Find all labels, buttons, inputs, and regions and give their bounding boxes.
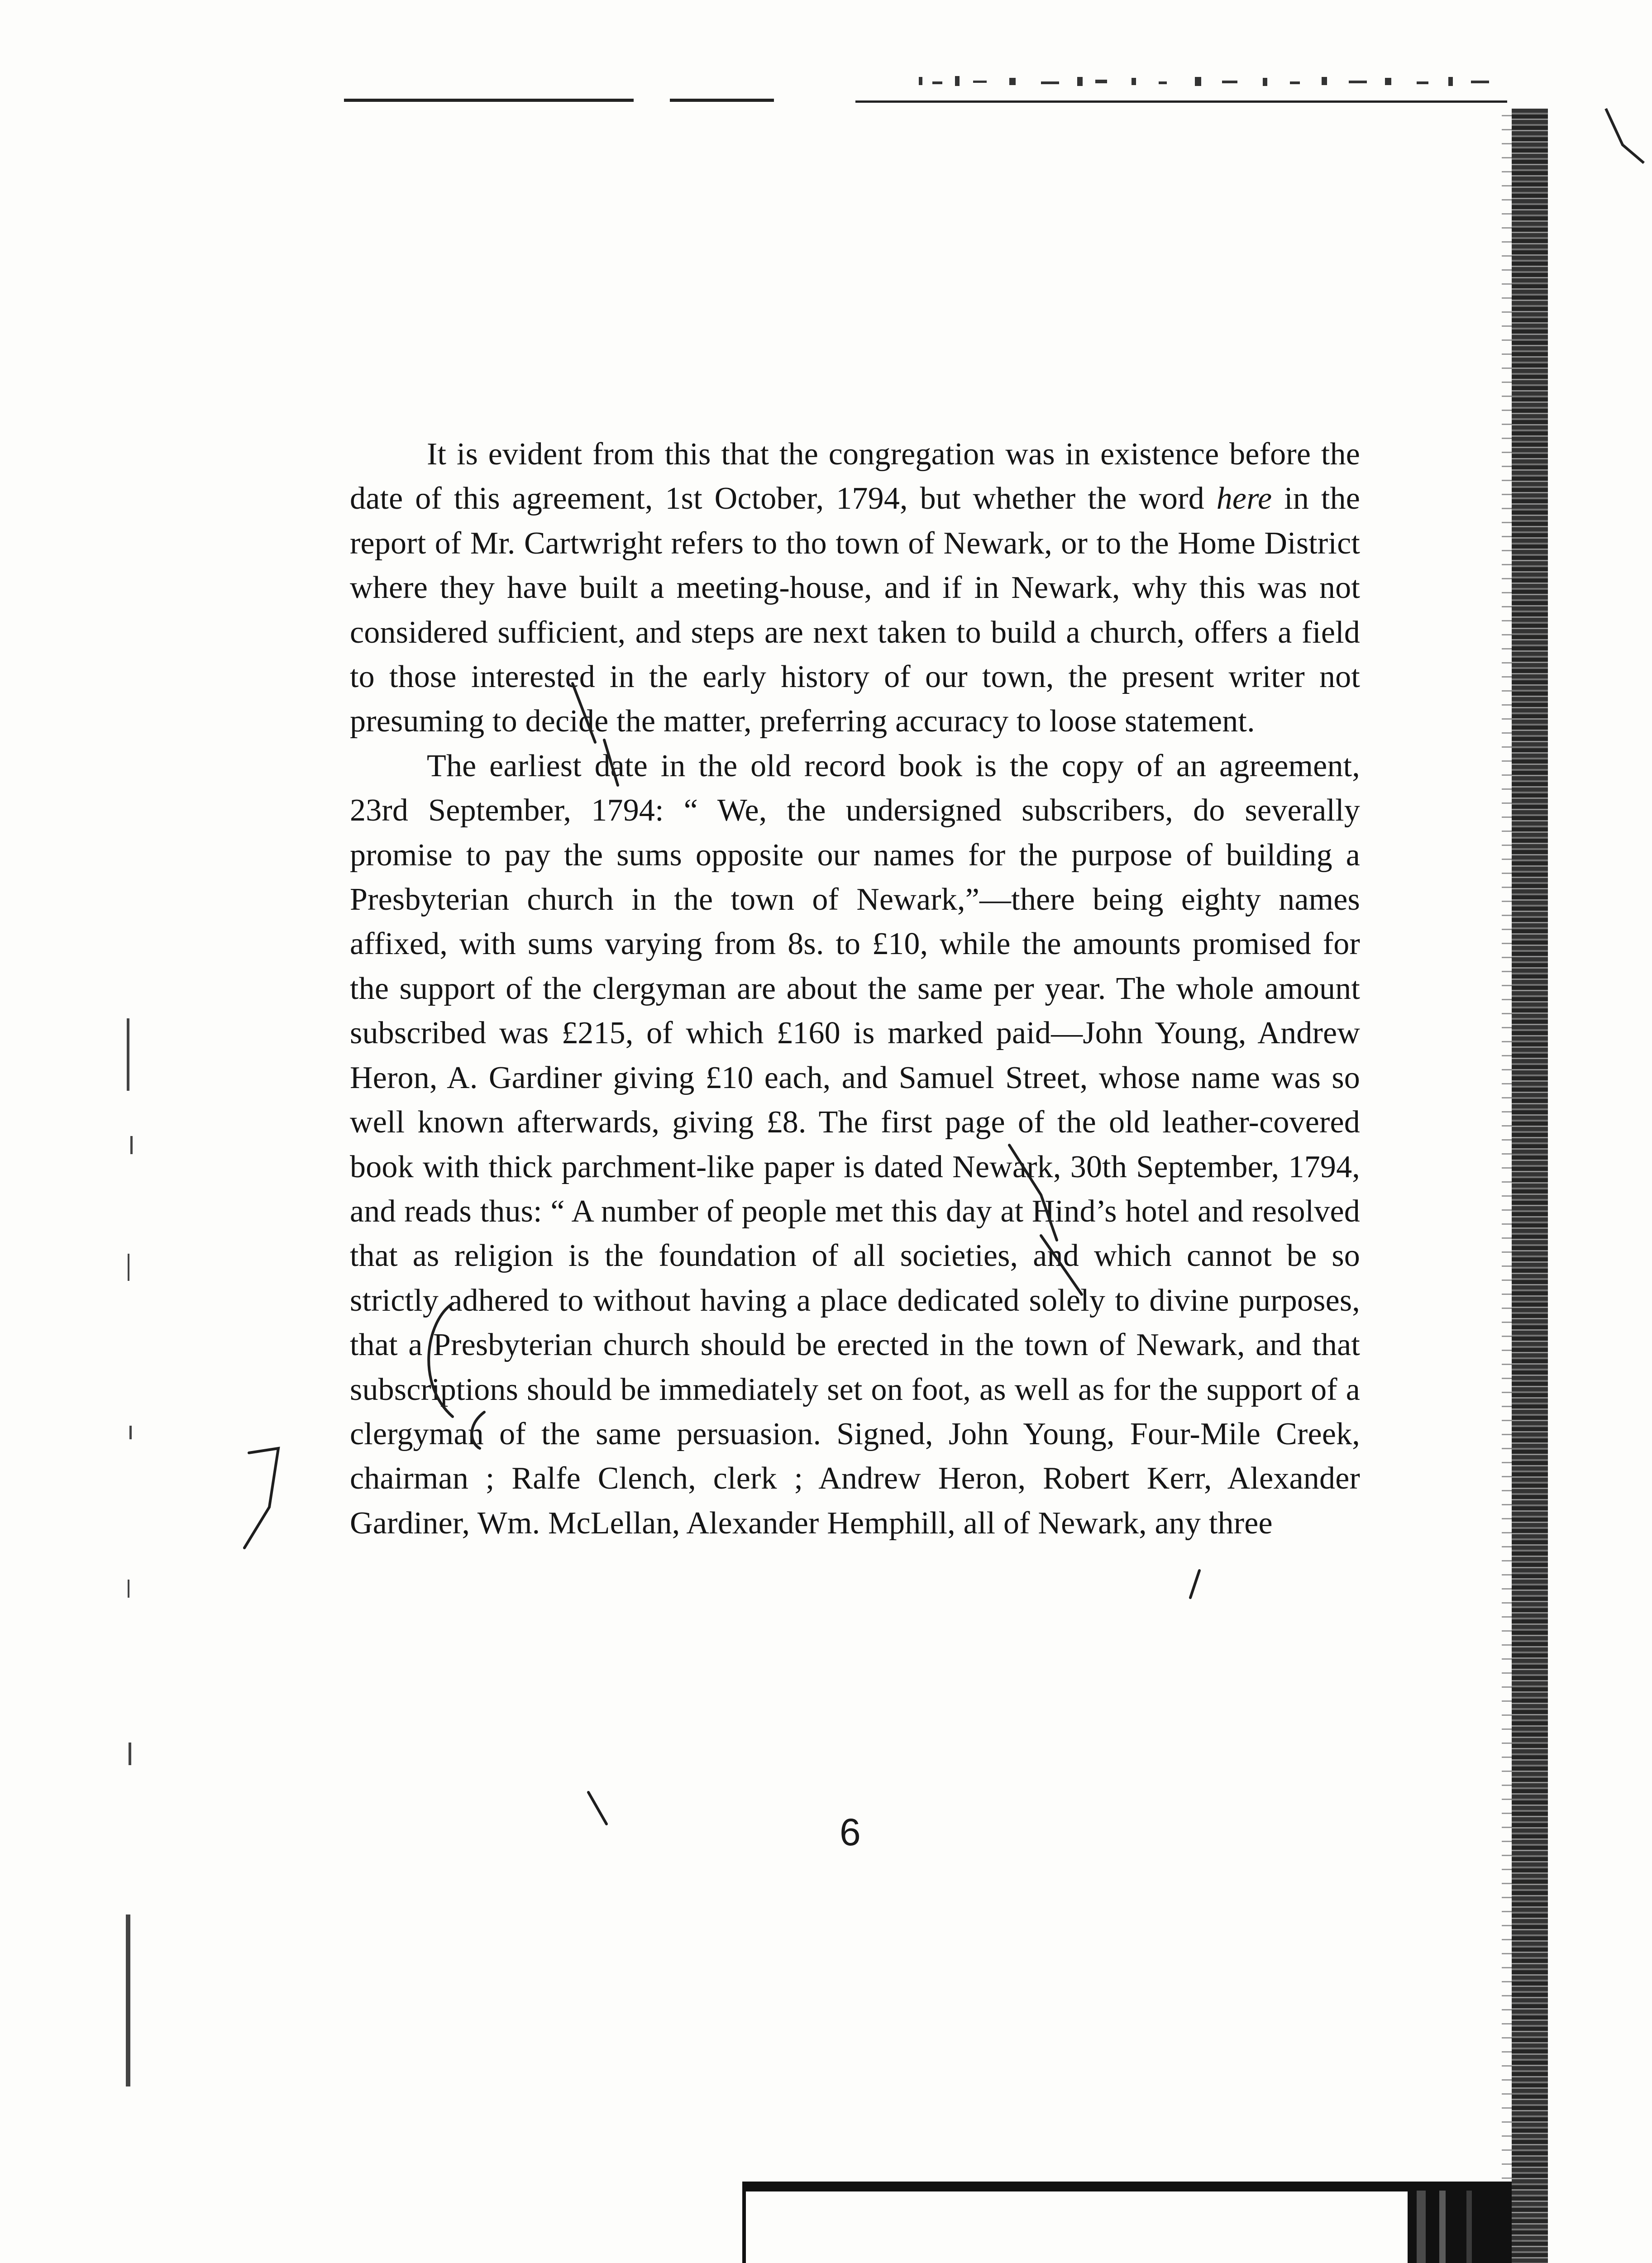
bottom-binding-clip — [742, 2100, 1521, 2263]
margin-bracket-mark — [235, 1444, 299, 1552]
left-edge-marks — [118, 1018, 145, 2172]
paragraph-1-text-before: It is evident from this that the congregation was in existence before the date of this agreement, 1st October, 1794, but whether the word — [350, 437, 1360, 516]
body-text — [350, 432, 1360, 1546]
paragraph-2: The earliest date in the old record book is the copy of an agreement, 23rd September, 1794: “ We, the undersigned subscribers, do severally promise to pay the sums opposite our names for the purpose of building a Presbyterian church in the town of Newark,”—there being eighty names affixed, with sums varying from 8s. to £10, while the amounts promised for the support of the clergyman are about the same per year. The whole amount subscribed was £215, of which £160 is marked paid—John Young, Andrew Heron, A. Gardiner giving £10 each, and Samuel Street, whose name was so well known afterwards, giving £8. The first page of the old leather-covered book with thick parchment-like paper is dated Newark, 30th September, 1794, and reads thus: “ A number of people met this day at Hind’s hotel and resolved that as religion is the foundation of all societies, and which cannot be so strictly adhered to without having a place dedicated solely to divine purposes, that a Presbyterian church should be erected in the town of Newark, and that subscriptions should be immediately set on foot, as well as for the support of a clergyman of the same persuasion. Signed, John Young, Four-Mile Creek, chairman ; Ralfe Clench, clerk ; Andrew Heron, Robert Kerr, Alexander Gardiner, Wm. McLellan, Alexander Hemphill, all of Newark, any three — [350, 748, 1360, 1541]
top-rule-right — [855, 100, 1507, 103]
paragraph-1 — [350, 432, 1360, 744]
top-edge-specks — [905, 68, 1503, 100]
right-scanned-edge — [1512, 109, 1548, 2263]
top-rule-middle — [670, 99, 774, 102]
top-rule-left — [344, 99, 634, 102]
page-number: 6 — [840, 1811, 861, 1853]
right-edge-shadow — [1502, 109, 1513, 2263]
corner-pencil-mark — [1602, 104, 1647, 172]
italic-word-here: here — [1216, 481, 1272, 516]
paragraph-1-text-after: in the report of Mr. Cartwright refers to tho town of Newark, or to the Home District where they have built a meeting-house, and if in Newark, why this was not considered sufficient, and steps are next taken to build a church, offers a field to those interested in the early history of our town, the present writer not presuming to decide the matter, preferring accuracy to loose statement. — [350, 481, 1361, 739]
